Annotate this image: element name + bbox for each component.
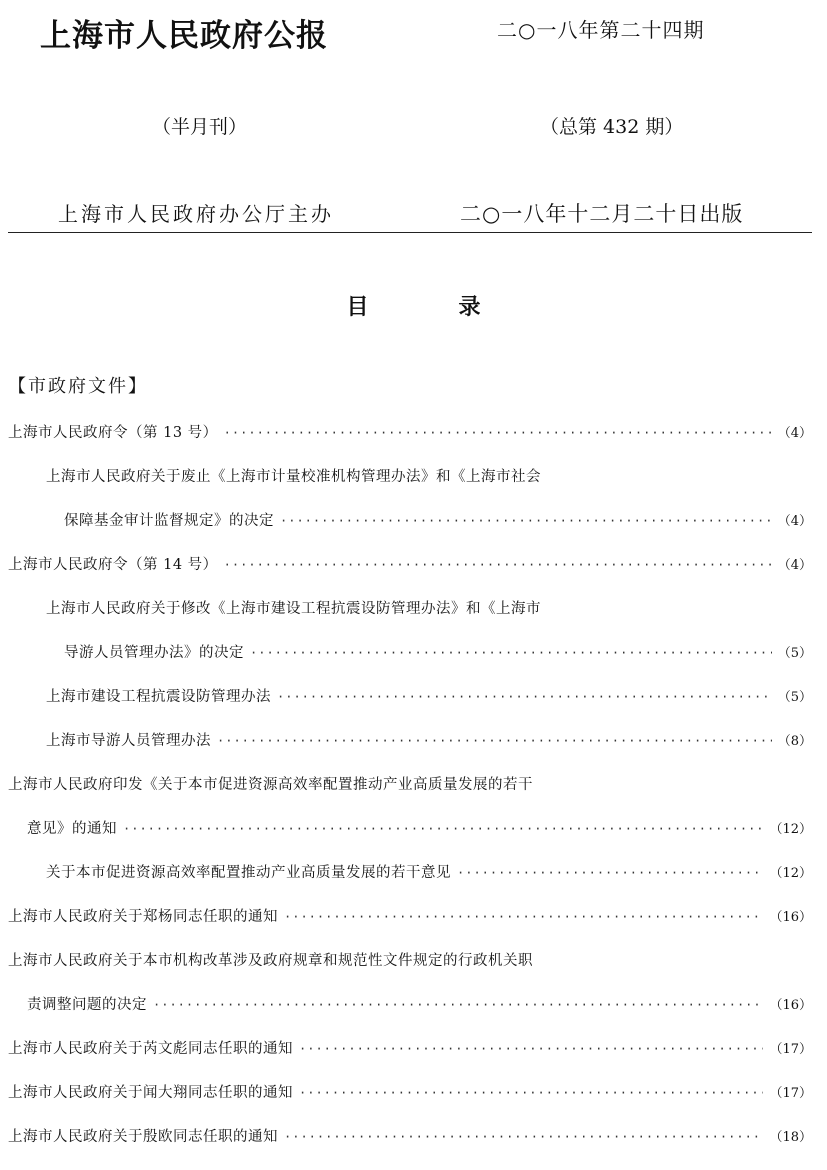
toc-entry-text: 上海市人民政府关于本市机构改革涉及政府规章和规范性文件规定的行政机关职 [8, 953, 533, 969]
header-divider [8, 232, 812, 233]
toc-entry[interactable] [8, 1037, 812, 1061]
toc-page-number: （5） [777, 690, 812, 705]
gazette-title: 上海市人民政府公报 [40, 18, 328, 54]
toc-entry[interactable] [27, 817, 812, 841]
toc-entry[interactable] [64, 641, 812, 665]
toc-entry[interactable] [8, 553, 812, 577]
toc-page-number: （5） [777, 646, 812, 661]
toc-entry-text: 上海市人民政府关于闻大翔同志任职的通知 [8, 1085, 293, 1101]
toc-entry-text: 上海市建设工程抗震设防管理办法 [46, 689, 271, 705]
toc-leader-dots [217, 729, 772, 753]
toc-leader-dots [284, 905, 763, 929]
toc-entry-text: 上海市导游人员管理办法 [46, 733, 211, 749]
toc-entry[interactable] [8, 1125, 812, 1149]
toc-section-heading: 【市政府文件】 [8, 376, 148, 397]
toc-entry-text: 意见》的通知 [27, 821, 117, 837]
toc-entry[interactable] [46, 597, 541, 621]
toc-page-number: （4） [777, 514, 812, 529]
toc-leader-dots [457, 861, 763, 885]
toc-leader-dots [280, 509, 772, 533]
toc-page-number: （4） [777, 558, 812, 573]
toc-entry[interactable] [27, 993, 812, 1017]
toc-page-number: （12） [769, 866, 812, 881]
toc-page-number: （18） [769, 1130, 812, 1145]
toc-entry[interactable] [46, 861, 812, 885]
toc-leader-dots [299, 1037, 763, 1061]
toc-entry-text: 上海市人民政府令（第 13 号） [8, 425, 218, 441]
toc-leader-dots [284, 1125, 763, 1149]
toc-entry-text: 上海市人民政府印发《关于本市促进资源高效率配置推动产业高质量发展的若干 [8, 777, 533, 793]
toc-leader-dots [277, 685, 772, 709]
toc-entry-text: 保障基金审计监督规定》的决定 [64, 513, 274, 529]
toc-leader-dots [123, 817, 763, 841]
toc-leader-dots [224, 553, 772, 577]
toc-entry-text: 上海市人民政府关于废止《上海市计量校准机构管理办法》和《上海市社会 [46, 469, 541, 485]
sponsor: 上海市人民政府办公厅主办 [58, 202, 334, 226]
toc-entry-text: 责调整问题的决定 [27, 997, 147, 1013]
toc-title: 目录 [346, 294, 571, 320]
toc-entry[interactable] [64, 509, 812, 533]
toc-page-number: （17） [769, 1042, 812, 1057]
toc-entry-text: 上海市人民政府关于修改《上海市建设工程抗震设防管理办法》和《上海市 [46, 601, 541, 617]
toc-page-number: （8） [777, 734, 812, 749]
toc-entry-text: 上海市人民政府关于芮文彪同志任职的通知 [8, 1041, 293, 1057]
toc-page-number: （17） [769, 1086, 812, 1101]
toc-entry[interactable] [8, 773, 533, 797]
toc-entry[interactable] [8, 905, 812, 929]
publication-frequency: （半月刊） [152, 116, 248, 138]
toc-entry[interactable] [8, 421, 812, 445]
toc-leader-dots [299, 1081, 763, 1105]
toc-entry-text: 上海市人民政府关于郑杨同志任职的通知 [8, 909, 278, 925]
toc-entry[interactable] [8, 1081, 812, 1105]
toc-entry-text: 上海市人民政府令（第 14 号） [8, 557, 218, 573]
toc-entry-text: 导游人员管理办法》的决定 [64, 645, 244, 661]
toc-page-number: （4） [777, 426, 812, 441]
toc-entry[interactable] [8, 949, 533, 973]
toc-leader-dots [224, 421, 772, 445]
toc-page-number: （16） [769, 910, 812, 925]
toc-entry[interactable] [46, 729, 812, 753]
toc-page-number: （16） [769, 998, 812, 1013]
publish-date: 二○一八年十二月二十日出版 [460, 202, 744, 226]
toc-leader-dots [250, 641, 772, 665]
toc-page-number: （12） [769, 822, 812, 837]
issue-number: 二○一八年第二十四期 [497, 18, 705, 42]
toc-entry[interactable] [46, 465, 541, 489]
toc-leader-dots [153, 993, 763, 1017]
toc-entry-text: 上海市人民政府关于殷欧同志任职的通知 [8, 1129, 278, 1145]
toc-entry[interactable] [46, 685, 812, 709]
total-issue-number: （总第 432 期） [540, 116, 684, 138]
toc-entry-text: 关于本市促进资源高效率配置推动产业高质量发展的若干意见 [46, 865, 451, 881]
